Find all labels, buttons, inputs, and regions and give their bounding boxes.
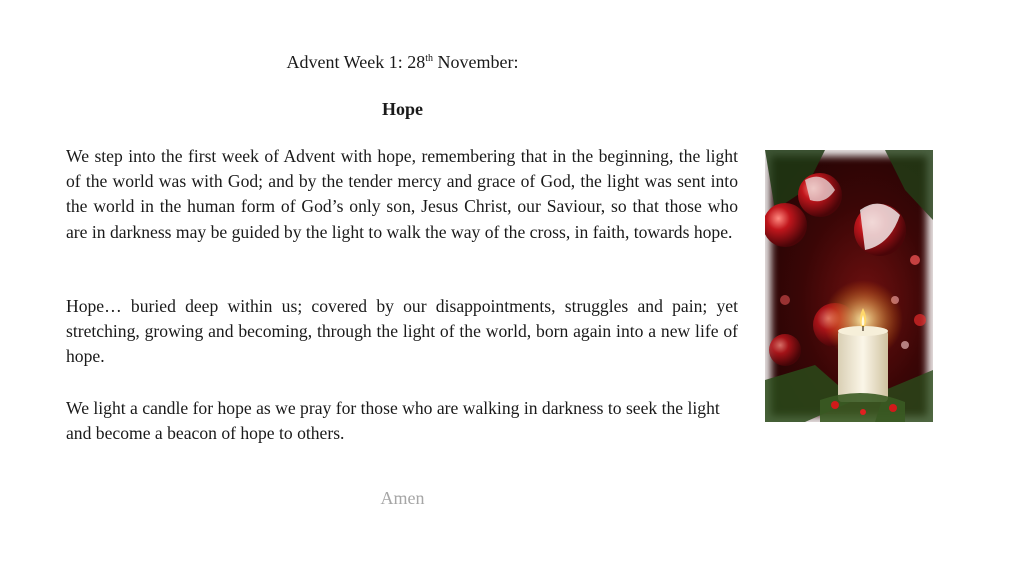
paragraph-3: We light a candle for hope as we pray for those who are walking in darkness to seek the light and become a beacon of hope to others. (66, 398, 720, 444)
closing-amen: Amen (380, 488, 425, 508)
berry (860, 409, 866, 415)
title-suffix: November: (433, 52, 519, 72)
section-heading: Hope (381, 99, 423, 119)
paragraph-1: We step into the first week of Advent with hope, remembering that in the beginning, the light of the world was with God; and by the tender mercy and grace of God, the light was sent into the world in the human form of God’s only son, Jesus Christ, our Saviour, so that those who are in darkness may be guided by the light to walk the way of the cross, in faith, towards hope. (66, 146, 738, 242)
page-title (0, 50, 805, 74)
bokeh-light (780, 295, 790, 305)
candle-ornaments-photo (765, 150, 933, 422)
bokeh-light (910, 255, 920, 265)
title-prefix: Advent Week 1: 28 (286, 52, 426, 72)
berry (889, 404, 897, 412)
paragraph-2: Hope… buried deep within us; covered by our disappointments, struggles and pain; yet stretching, growing and becoming, through the light of the world, born again into a new life of hope. (66, 296, 738, 367)
bokeh-light (914, 314, 926, 326)
title-superscript: th (425, 53, 433, 64)
candle-body (838, 330, 888, 402)
ornament (769, 334, 801, 366)
ornament (765, 203, 807, 247)
bokeh-light (901, 341, 909, 349)
berry (831, 401, 839, 409)
candle-illustration (765, 150, 933, 422)
